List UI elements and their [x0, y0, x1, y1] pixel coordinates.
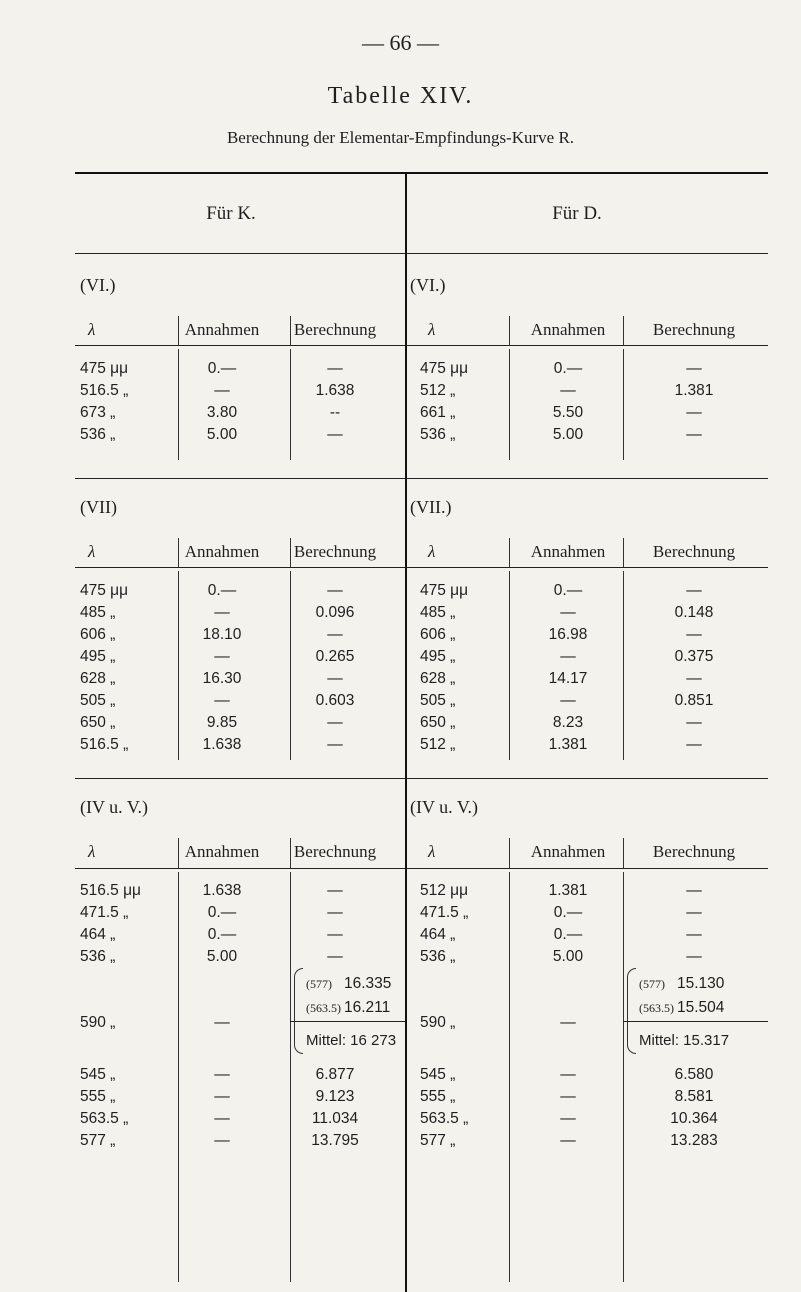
left-annahmen-cell: 0.—	[207, 582, 237, 599]
left-value-577: 16.335	[344, 975, 392, 992]
left-header-divider	[290, 838, 291, 868]
left-berechnung-cell: —	[327, 626, 343, 643]
left-header-rule	[75, 567, 405, 568]
table-top-rule	[75, 172, 768, 174]
left-header-berechnung: Berechnung	[293, 542, 377, 561]
right-header-lambda: λ	[428, 842, 436, 861]
left-annahmen-cell: —	[214, 1110, 230, 1127]
right-lambda-cell: 536 „	[420, 948, 456, 965]
left-column-divider	[178, 571, 179, 760]
right-berechnung-cell: —	[686, 926, 702, 943]
right-berechnung-cell: 0.375	[674, 648, 714, 665]
right-header-annahmen: Annahmen	[530, 842, 606, 861]
right-header-rule	[405, 567, 768, 568]
left-annahmen-cell: 1.638	[202, 736, 242, 753]
left-lambda-cell: 495 „	[80, 648, 116, 665]
left-header-annahmen: Annahmen	[184, 320, 260, 339]
right-column-divider	[623, 872, 624, 1282]
right-column-divider	[509, 349, 510, 460]
left-berechnung-cell: 9.123	[315, 1088, 355, 1105]
right-annahmen-cell: —	[560, 648, 576, 665]
left-berechnung-cell: —	[327, 360, 343, 377]
left-section-label-s3: (IV u. V.)	[80, 797, 149, 817]
page-number: — 66 —	[362, 30, 439, 55]
right-header-annahmen: Annahmen	[530, 542, 606, 561]
right-mittel-value: Mittel: 15.317	[639, 1032, 730, 1049]
right-annahmen-cell: 1.381	[548, 882, 588, 899]
table-title: Tabelle XIV.	[327, 83, 474, 109]
right-section-end-rule	[405, 478, 768, 479]
left-note-563: (563.5)	[306, 1001, 341, 1015]
right-header-lambda: λ	[428, 542, 436, 561]
left-berechnung-cell: —	[327, 714, 343, 731]
left-lambda-cell: 555 „	[80, 1088, 116, 1105]
right-berechnung-cell: —	[686, 714, 702, 731]
left-column-divider	[290, 349, 291, 460]
left-berechnung-cell: 1.638	[315, 382, 355, 399]
left-berechnung-cell: 0.096	[315, 604, 355, 621]
right-brace	[627, 968, 636, 1054]
left-berechnung-cell: —	[327, 904, 343, 921]
right-annahmen-cell-590: —	[560, 1014, 576, 1031]
right-annahmen-cell: —	[560, 604, 576, 621]
right-lambda-cell: 495 „	[420, 648, 456, 665]
right-annahmen-cell: 14.17	[548, 670, 588, 687]
left-lambda-cell: 536 „	[80, 426, 116, 443]
left-annahmen-cell: —	[214, 692, 230, 709]
right-annahmen-cell: 1.381	[548, 736, 588, 753]
left-header-rule	[75, 345, 405, 346]
table-subtitle: Berechnung der Elementar-Empfindungs-Kurve R.	[226, 128, 575, 147]
right-lambda-cell: 512 μμ	[420, 882, 469, 899]
right-value-563: 15.504	[677, 999, 725, 1016]
right-lambda-cell: 628 „	[420, 670, 456, 687]
right-berechnung-cell: —	[686, 582, 702, 599]
left-mittel-rule	[290, 1021, 405, 1022]
left-lambda-cell: 606 „	[80, 626, 116, 643]
left-lambda-cell: 516.5 μμ	[80, 882, 141, 899]
left-annahmen-cell: —	[214, 1088, 230, 1105]
right-lambda-cell: 563.5 „	[420, 1110, 469, 1127]
left-annahmen-cell: 3.80	[206, 404, 238, 421]
right-berechnung-cell: —	[686, 404, 702, 421]
left-value-563: 16.211	[344, 999, 391, 1016]
left-section-label-s2: (VII)	[80, 497, 117, 517]
right-annahmen-cell: —	[560, 382, 576, 399]
right-column-divider	[509, 571, 510, 760]
right-header-berechnung: Berechnung	[652, 320, 736, 339]
left-column-divider	[290, 872, 291, 1282]
right-lambda-cell: 505 „	[420, 692, 456, 709]
left-berechnung-cell: —	[327, 948, 343, 965]
left-annahmen-cell: —	[214, 382, 230, 399]
left-berechnung-cell: —	[327, 670, 343, 687]
right-annahmen-cell: 0.—	[553, 904, 583, 921]
left-berechnung-cell: —	[327, 582, 343, 599]
left-lambda-cell-590: 590 „	[80, 1014, 116, 1031]
left-berechnung-cell: —	[327, 926, 343, 943]
right-lambda-cell: 577 „	[420, 1132, 456, 1149]
right-annahmen-cell: 5.50	[552, 404, 584, 421]
right-header-berechnung: Berechnung	[652, 842, 736, 861]
left-berechnung-cell: 0.603	[315, 692, 355, 709]
left-berechnung-cell: 6.877	[315, 1066, 355, 1083]
right-berechnung-cell: 13.283	[670, 1132, 718, 1149]
left-annahmen-cell: 16.30	[202, 670, 242, 687]
left-lambda-cell: 545 „	[80, 1066, 116, 1083]
right-annahmen-cell: 0.—	[553, 926, 583, 943]
right-berechnung-cell: —	[686, 426, 702, 443]
right-annahmen-cell: 0.—	[553, 360, 583, 377]
left-header-divider	[290, 538, 291, 567]
right-header-divider	[509, 316, 510, 345]
right-header-divider	[623, 838, 624, 868]
right-note-563: (563.5)	[639, 1001, 674, 1015]
left-annahmen-cell: —	[214, 604, 230, 621]
right-lambda-cell: 650 „	[420, 714, 456, 731]
left-berechnung-cell: 11.034	[311, 1110, 359, 1127]
right-section-label-s2: (VII.)	[410, 497, 452, 517]
rule-right-top	[405, 253, 768, 254]
right-annahmen-cell: 0.—	[553, 582, 583, 599]
left-annahmen-cell: 9.85	[206, 714, 238, 731]
right-column-divider	[623, 571, 624, 760]
right-header-rule	[405, 345, 768, 346]
left-lambda-cell: 673 „	[80, 404, 116, 421]
left-brace	[294, 968, 303, 1054]
left-header-divider	[178, 316, 179, 345]
left-header-berechnung: Berechnung	[293, 842, 377, 861]
center-divider	[405, 172, 407, 1292]
left-header-rule	[75, 868, 405, 869]
left-annahmen-cell: 5.00	[206, 426, 238, 443]
right-lambda-cell: 661 „	[420, 404, 456, 421]
right-lambda-cell: 475 μμ	[420, 360, 469, 377]
left-header-berechnung: Berechnung	[293, 320, 377, 339]
right-berechnung-cell: 8.581	[674, 1088, 714, 1105]
left-note-577: (577)	[306, 977, 332, 991]
right-berechnung-cell: 0.148	[674, 604, 714, 621]
left-lambda-cell: 577 „	[80, 1132, 116, 1149]
left-lambda-cell: 628 „	[80, 670, 116, 687]
left-header-divider	[178, 838, 179, 868]
right-berechnung-cell: 10.364	[670, 1110, 718, 1127]
right-annahmen-cell: —	[560, 1110, 576, 1127]
left-annahmen-cell: 0.—	[207, 926, 237, 943]
left-berechnung-cell: --	[329, 404, 341, 421]
left-section-label-s1: (VI.)	[80, 275, 116, 295]
left-mittel-value: Mittel: 16 273	[306, 1032, 397, 1049]
right-lambda-cell-590: 590 „	[420, 1014, 456, 1031]
left-section-end-rule	[75, 778, 405, 779]
left-header-lambda: λ	[88, 320, 96, 339]
left-header-lambda: λ	[88, 542, 96, 561]
right-lambda-cell: 545 „	[420, 1066, 456, 1083]
left-lambda-cell: 485 „	[80, 604, 116, 621]
right-lambda-cell: 512 „	[420, 736, 456, 753]
right-header-lambda: λ	[428, 320, 436, 339]
right-berechnung-cell: —	[686, 882, 702, 899]
column-header-fuer-k: Für K.	[206, 203, 256, 224]
left-berechnung-cell: —	[327, 736, 343, 753]
left-header-lambda: λ	[88, 842, 96, 861]
right-lambda-cell: 471.5 „	[420, 904, 469, 921]
left-header-annahmen: Annahmen	[184, 842, 260, 861]
right-annahmen-cell: 5.00	[552, 948, 584, 965]
left-header-annahmen: Annahmen	[184, 542, 260, 561]
left-annahmen-cell: 0.—	[207, 360, 237, 377]
right-annahmen-cell: —	[560, 1088, 576, 1105]
right-berechnung-cell: —	[686, 736, 702, 753]
right-lambda-cell: 512 „	[420, 382, 456, 399]
right-lambda-cell: 475 μμ	[420, 582, 469, 599]
right-lambda-cell: 555 „	[420, 1088, 456, 1105]
left-berechnung-cell: 13.795	[311, 1132, 359, 1149]
left-lambda-cell: 536 „	[80, 948, 116, 965]
right-annahmen-cell: —	[560, 692, 576, 709]
right-lambda-cell: 536 „	[420, 426, 456, 443]
left-lambda-cell: 516.5 „	[80, 736, 129, 753]
left-lambda-cell: 505 „	[80, 692, 116, 709]
right-column-divider	[509, 872, 510, 1282]
right-annahmen-cell: 8.23	[552, 714, 584, 731]
left-column-divider	[290, 571, 291, 760]
left-annahmen-cell: 5.00	[206, 948, 238, 965]
right-berechnung-cell: 1.381	[674, 382, 714, 399]
right-header-annahmen: Annahmen	[530, 320, 606, 339]
right-lambda-cell: 485 „	[420, 604, 456, 621]
right-value-577: 15.130	[677, 975, 725, 992]
left-berechnung-cell: —	[327, 882, 343, 899]
right-berechnung-cell: 0.851	[674, 692, 714, 709]
right-section-label-s3: (IV u. V.)	[410, 797, 479, 817]
left-berechnung-cell: —	[327, 426, 343, 443]
column-header-fuer-d: Für D.	[552, 203, 602, 224]
left-lambda-cell: 475 μμ	[80, 582, 129, 599]
right-section-end-rule	[405, 778, 768, 779]
rule-left-top	[75, 253, 405, 254]
right-berechnung-cell: 6.580	[674, 1066, 714, 1083]
left-annahmen-cell-590: —	[214, 1014, 230, 1031]
right-lambda-cell: 464 „	[420, 926, 456, 943]
left-annahmen-cell: —	[214, 648, 230, 665]
right-berechnung-cell: —	[686, 904, 702, 921]
left-column-divider	[178, 872, 179, 1282]
right-header-divider	[509, 538, 510, 567]
right-header-berechnung: Berechnung	[652, 542, 736, 561]
right-berechnung-cell: —	[686, 948, 702, 965]
right-column-divider	[623, 349, 624, 460]
left-annahmen-cell: 18.10	[202, 626, 242, 643]
right-section-label-s1: (VI.)	[410, 275, 446, 295]
left-annahmen-cell: 0.—	[207, 904, 237, 921]
right-annahmen-cell: —	[560, 1132, 576, 1149]
right-header-divider	[623, 316, 624, 345]
left-annahmen-cell: 1.638	[202, 882, 242, 899]
right-berechnung-cell: —	[686, 670, 702, 687]
right-berechnung-cell: —	[686, 360, 702, 377]
left-annahmen-cell: —	[214, 1132, 230, 1149]
left-annahmen-cell: —	[214, 1066, 230, 1083]
right-mittel-rule	[623, 1021, 768, 1022]
right-annahmen-cell: —	[560, 1066, 576, 1083]
left-lambda-cell: 464 „	[80, 926, 116, 943]
left-column-divider	[178, 349, 179, 460]
right-header-rule	[405, 868, 768, 869]
left-lambda-cell: 650 „	[80, 714, 116, 731]
left-lambda-cell: 516.5 „	[80, 382, 129, 399]
right-header-divider	[509, 838, 510, 868]
left-header-divider	[178, 538, 179, 567]
right-note-577: (577)	[639, 977, 665, 991]
left-berechnung-cell: 0.265	[315, 648, 355, 665]
left-section-end-rule	[75, 478, 405, 479]
left-lambda-cell: 563.5 „	[80, 1110, 129, 1127]
right-annahmen-cell: 16.98	[548, 626, 588, 643]
right-annahmen-cell: 5.00	[552, 426, 584, 443]
left-lambda-cell: 475 μμ	[80, 360, 129, 377]
right-lambda-cell: 606 „	[420, 626, 456, 643]
right-header-divider	[623, 538, 624, 567]
left-lambda-cell: 471.5 „	[80, 904, 129, 921]
left-header-divider	[290, 316, 291, 345]
right-berechnung-cell: —	[686, 626, 702, 643]
